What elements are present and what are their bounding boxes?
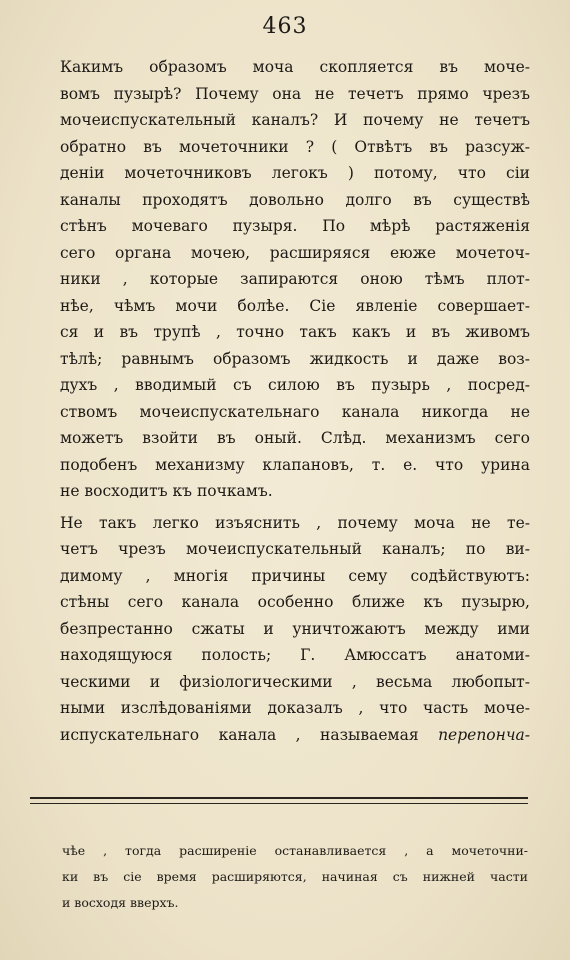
paragraph-1	[60, 54, 530, 505]
text-line: безпрестанно сжаты и уничтожаютъ между ими	[60, 619, 530, 638]
text-line: духъ , вводимый съ силою въ пузырь , посред-	[60, 376, 530, 394]
text-line: обратно въ мочеточники ? ( Отвѣтъ въ разсуж-	[60, 137, 530, 156]
footnote-line: и восходя вверхъ.	[62, 895, 179, 910]
text-line: ники , которые запираются оною тѣмъ плот-	[60, 270, 530, 288]
paragraph-2	[60, 510, 530, 749]
text-line: ся и въ трупѣ , точно такъ какъ и въ живомъ	[60, 323, 530, 341]
text-line: вомъ пузырѣ? Почему она не течетъ прямо чрезъ	[60, 84, 530, 103]
text-line: четъ чрезъ мочеиспускательный каналъ; по ви-	[60, 540, 530, 558]
italic-word: перепонча-	[438, 725, 530, 744]
text-line: не восходитъ къ почкамъ.	[60, 482, 273, 500]
text-line: Какимъ образомъ моча скопляется въ моче-	[60, 58, 530, 76]
text-line: Не такъ легко изъяснить , почему моча не те-	[60, 513, 530, 532]
text-line: димому , многія причины сему содѣйствуютъ:	[60, 566, 530, 585]
footnote-line: чѣе , тогда расширеніе останавливается , а мочеточни-	[62, 843, 528, 858]
text-line: тѣлѣ; равнымъ образомъ жидкость и даже воз-	[60, 349, 530, 368]
main-text	[60, 54, 530, 748]
page-number: 463	[262, 14, 308, 39]
text-line: ными изслѣдованіями доказалъ , что часть моче-	[60, 699, 530, 717]
footnote-separator-thin	[30, 803, 528, 804]
text-line-with-italic	[60, 722, 530, 749]
text-line: каналы проходятъ довольно долго въ существѣ	[60, 190, 530, 209]
footnote-separator	[30, 797, 528, 799]
text-line: мочеиспускательный каналъ? И почему не течетъ	[60, 111, 530, 129]
text-line: можетъ взойти въ оный. Слѣд. механизмъ сего	[60, 429, 530, 447]
text-line: нѣе, чѣмъ мочи болѣе. Сіе явленіе совершает-	[60, 296, 530, 315]
footnote-line: ки въ сіе время расширяются, начиная съ нижней части	[62, 869, 528, 884]
text-line: стѣнъ мочеваго пузыря. По мѣрѣ растяженія	[60, 217, 530, 235]
text-line: ческими и физіологическими , весьма любопыт-	[60, 672, 530, 691]
text-line: находящуюся полость; Г. Амюссатъ анатоми-	[60, 646, 530, 664]
text-line: деніи мочеточниковъ легокъ ) потому, что сіи	[60, 164, 530, 182]
text-line: сего органа мочею, расширяяся еюже мочеточ-	[60, 243, 530, 262]
text-line: ствомъ мочеиспускательнаго канала никогда не	[60, 402, 530, 421]
footnote	[62, 838, 528, 916]
text-line: стѣны сего канала особенно ближе къ пузырю,	[60, 593, 530, 611]
text-fragment: испускательнаго канала , называемая	[60, 725, 419, 744]
text-line: подобенъ механизму клапановъ, т. е. что урина	[60, 455, 530, 474]
